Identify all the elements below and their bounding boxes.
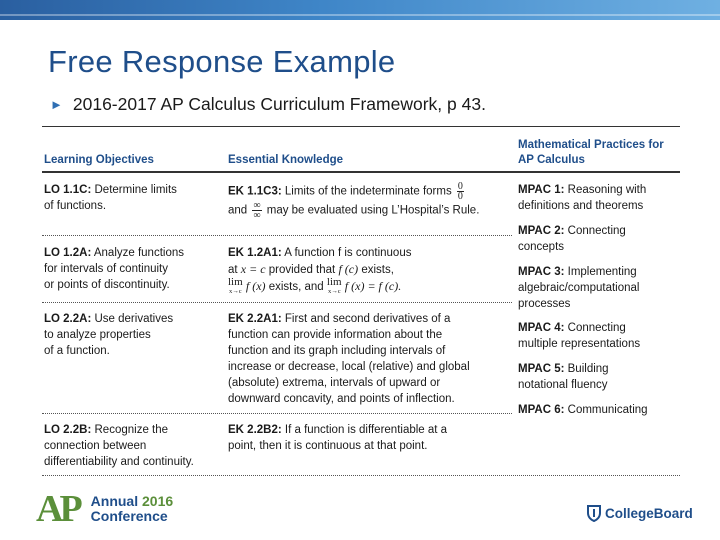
- math-expression: f (x) = f (c).: [344, 279, 402, 294]
- mpac-text: processes: [518, 298, 571, 310]
- conference-line-1: Annual: [90, 493, 139, 509]
- mpac-code: MPAC 4:: [518, 322, 565, 334]
- ek-text: function can provide information about the: [228, 329, 443, 341]
- lo-cell-3: [44, 311, 224, 359]
- row-divider: [42, 413, 512, 414]
- ek-text: at: [228, 264, 238, 276]
- math-expression: f (x): [245, 279, 266, 294]
- mpac-item-4: [518, 320, 678, 352]
- mpac-code: MPAC 5:: [518, 363, 565, 375]
- ek-text: Limits of the indeterminate forms: [284, 185, 452, 198]
- conference-year: 2016: [142, 493, 174, 509]
- lo-cell-4: [44, 422, 224, 470]
- mpac-item-3: [518, 264, 678, 312]
- ek-cell-3: [228, 311, 513, 407]
- ek-text: provided that: [268, 264, 336, 276]
- row-divider: [42, 302, 512, 303]
- ek-text: If a function is differentiable at a: [284, 424, 448, 436]
- lo-code: LO 2.2B:: [44, 424, 92, 436]
- lo-text: for intervals of continuity: [44, 263, 169, 275]
- mpac-text: definitions and theorems: [518, 200, 644, 212]
- lo-cell-1: [44, 182, 224, 214]
- bullet-item: [50, 94, 486, 115]
- mpac-text: Connecting: [567, 225, 626, 237]
- lo-text: of functions.: [44, 200, 107, 212]
- conference-name: [91, 494, 174, 524]
- math-expression: x = c: [240, 262, 266, 276]
- banner-stripe: [0, 14, 720, 16]
- lo-cell-2: [44, 245, 224, 293]
- lo-text: connection between: [44, 440, 147, 452]
- ap-annual-conference-logo: [36, 488, 174, 530]
- ek-code: EK 2.2B2:: [228, 424, 282, 436]
- ek-cell-1: [228, 182, 513, 220]
- table-header-rule: [42, 171, 680, 173]
- lo-code: LO 1.1C:: [44, 184, 92, 196]
- limit-notation: lim x→c: [326, 276, 342, 295]
- mpac-text: Reasoning with: [567, 184, 647, 196]
- mpac-item-5: [518, 361, 678, 393]
- ek-cell-2: [228, 245, 513, 296]
- fraction-inf-over-inf: $\frac{\infty}{\infty}$: [253, 200, 261, 221]
- table-top-rule: [42, 126, 680, 127]
- mpac-code: MPAC 6:: [518, 404, 565, 416]
- header-learning-objectives: Learning Objectives: [44, 154, 154, 166]
- mpac-text: algebraic/computational: [518, 282, 640, 294]
- math-expression: f (c): [338, 262, 359, 276]
- mpac-text: Communicating: [567, 404, 648, 416]
- slide-title: Free Response Example: [48, 44, 396, 79]
- ek-text: exists,: [361, 264, 394, 276]
- mpac-text: Connecting: [567, 322, 626, 334]
- ap-letters: AP: [36, 488, 79, 530]
- mpac-text: Building: [567, 363, 609, 375]
- top-banner: [0, 0, 720, 20]
- collegeboard-text: CollegeBoard: [605, 505, 693, 521]
- lo-text: or points of discontinuity.: [44, 279, 170, 291]
- ek-code: EK 2.2A1:: [228, 313, 282, 325]
- ek-cell-4: [228, 422, 513, 454]
- ek-text: (absolute) extrema, intervals of upward or: [228, 377, 441, 389]
- lo-text: Use derivatives: [94, 313, 174, 325]
- row-divider: [42, 235, 512, 236]
- conference-line-2: Conference: [90, 508, 168, 524]
- header-math-practices: Mathematical Practices for AP Calculus: [518, 139, 664, 166]
- ek-text: First and second derivatives of a: [284, 313, 451, 325]
- lo-text: differentiability and continuity.: [44, 456, 194, 468]
- ek-text: function and its graph including intervals of: [228, 345, 446, 357]
- mpac-text: multiple representations: [518, 338, 641, 350]
- mpac-code: MPAC 3:: [518, 266, 565, 278]
- lo-text: of a function.: [44, 345, 110, 357]
- lo-text: Determine limits: [94, 184, 177, 196]
- ek-text: A function f is continuous: [284, 247, 412, 259]
- ek-code: EK 1.1C3:: [228, 185, 282, 198]
- header-essential-knowledge: Essential Knowledge: [228, 154, 344, 166]
- fraction-zero-over-zero: $\frac{0}{0}$: [457, 181, 463, 202]
- lo-code: LO 2.2A:: [44, 313, 92, 325]
- bullet-arrow-icon: ►: [50, 97, 63, 112]
- mpac-text: concepts: [518, 241, 565, 253]
- mpac-code: MPAC 1:: [518, 184, 565, 196]
- ek-text: increase or decrease, local (relative) and global: [228, 361, 470, 373]
- bullet-text: 2016-2017 AP Calculus Curriculum Framework, p 43.: [72, 94, 486, 114]
- mpac-item-6: [518, 402, 678, 418]
- mpac-text: Implementing: [567, 266, 637, 278]
- lo-text: to analyze properties: [44, 329, 151, 341]
- ek-text: downward concavity, and points of inflection.: [228, 393, 455, 405]
- lo-text: Recognize the: [94, 424, 169, 436]
- acorn-shield-icon: [586, 504, 602, 522]
- mpac-item-1: [518, 182, 678, 214]
- table-bottom-rule: [42, 475, 680, 476]
- mpac-item-2: [518, 223, 678, 255]
- mpac-text: notational fluency: [518, 379, 608, 391]
- ek-text: and: [228, 204, 248, 217]
- ek-text: point, then it is continuous at that point.: [228, 440, 428, 452]
- limit-notation: lim x→c: [228, 276, 243, 295]
- mpac-code: MPAC 2:: [518, 225, 565, 237]
- ek-code: EK 1.2A1:: [228, 247, 282, 259]
- lo-text: Analyze functions: [93, 247, 184, 259]
- lo-code: LO 1.2A:: [44, 247, 92, 259]
- collegeboard-logo: [586, 504, 693, 522]
- ek-text: exists, and: [268, 281, 324, 294]
- ek-text: may be evaluated using L’Hospital’s Rule.: [266, 204, 480, 217]
